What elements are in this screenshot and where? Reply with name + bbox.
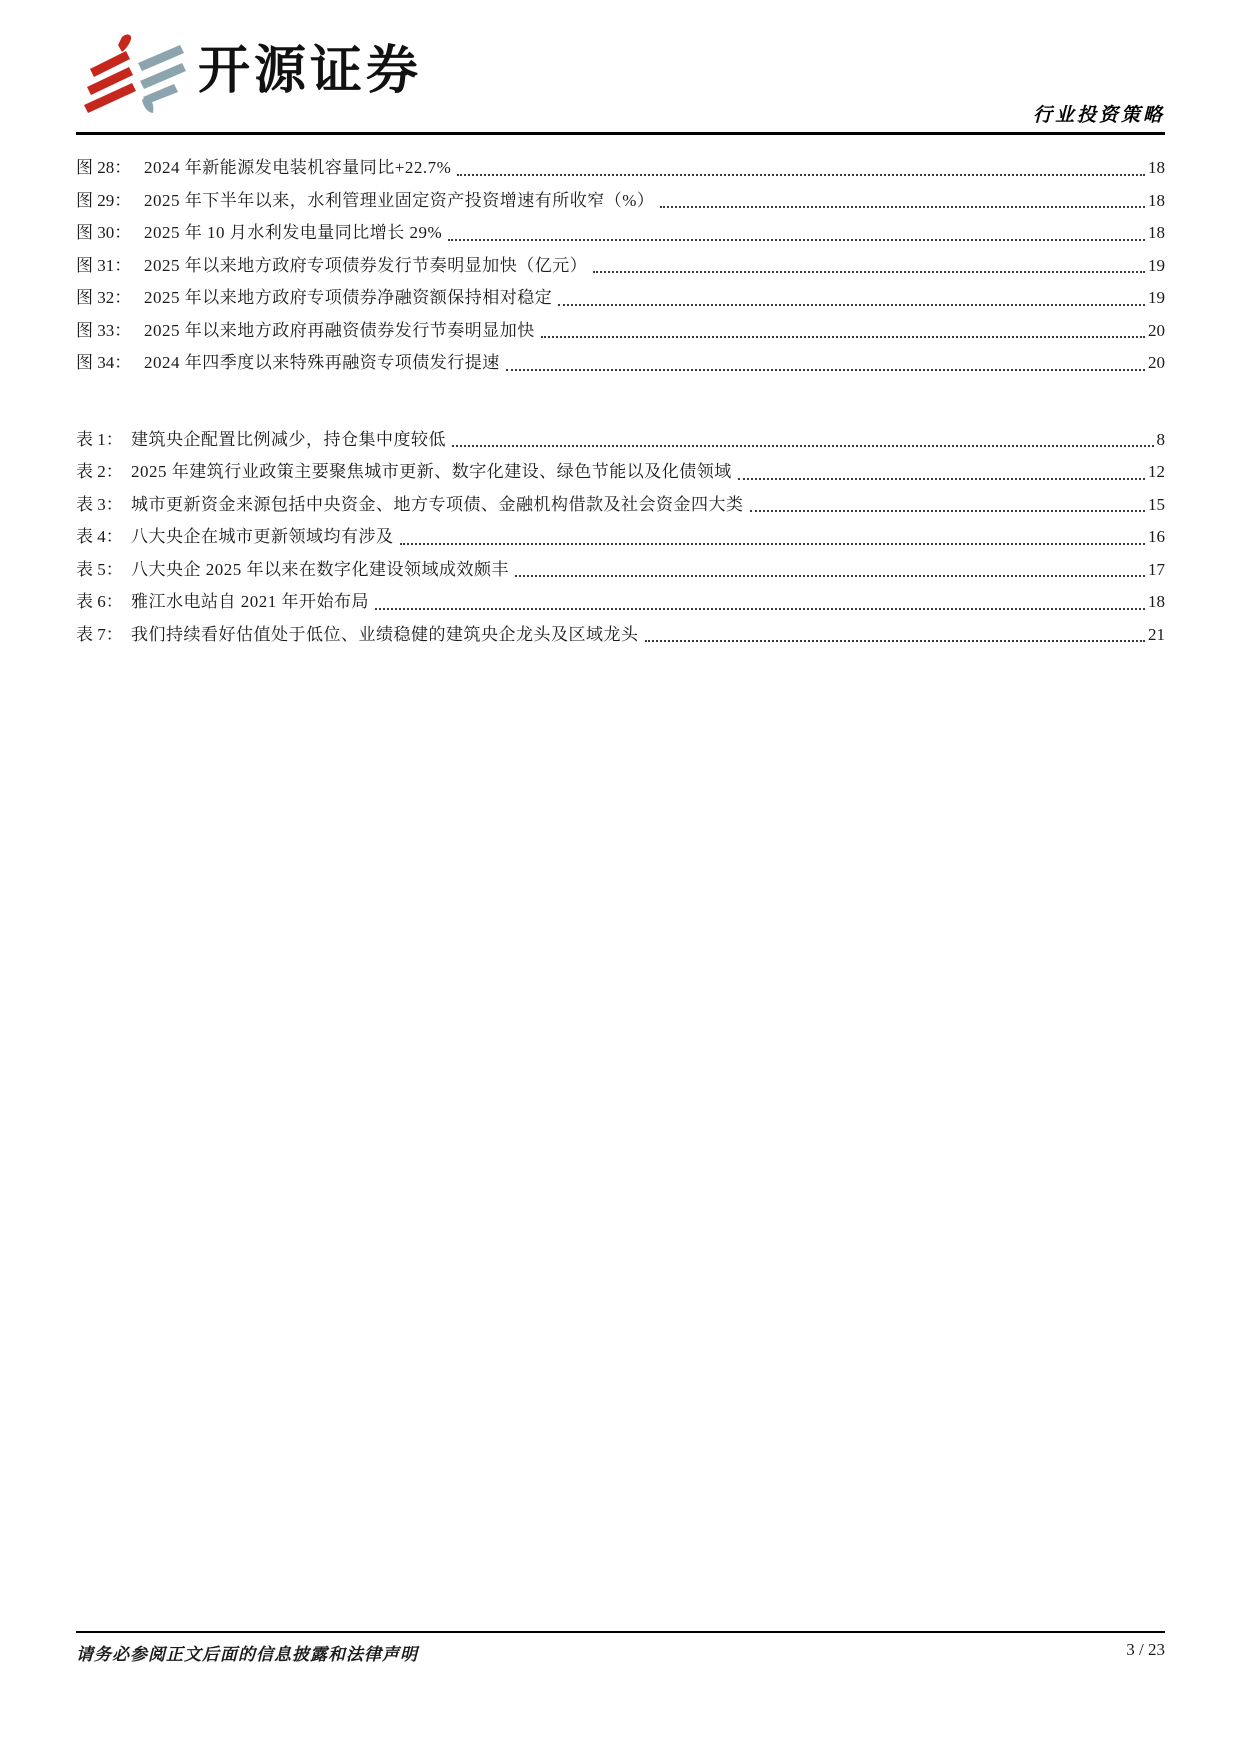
toc-entry-label: 表 6： [76,592,123,612]
report-type-label: 行业投资策略 [1032,105,1165,126]
toc-entry-title: 城市更新资金来源包括中央资金、地方专项债、金融机构借款及社会资金四大类 [131,494,744,514]
toc-table-row [76,483,1165,516]
toc-entry-page-number: 15 [1148,494,1165,514]
toc-entry-page-number: 18 [1148,223,1165,243]
toc-entry-label: 表 1： [76,429,123,449]
dotted-leader [593,271,1145,273]
dotted-leader [457,174,1145,176]
toc-entry-page-number: 8 [1156,429,1165,449]
toc-table-row [76,450,1165,483]
toc-entry-title: 2025 年下半年以来，水利管理业固定资产投资增速有所收窄（%） [144,190,655,210]
toc-table-row [76,613,1165,646]
toc-figure-row [76,276,1165,309]
toc-entry-label: 图 34： [76,353,132,373]
toc-entry-page-number: 12 [1148,462,1165,482]
dotted-leader [738,478,1145,480]
tables-toc-list [76,418,1165,646]
toc-entry-title: 2025 年 10 月水利发电量同比增长 29% [144,223,443,243]
toc-figure-row [76,309,1165,342]
toc-entry-title: 八大央企在城市更新领域均有涉及 [131,527,394,547]
toc-entry-title: 2024 年四季度以来特殊再融资专项债发行提速 [144,353,500,373]
kaiyuan-logo-icon [76,34,188,114]
toc-entry-title: 2024 年新能源发电装机容量同比+22.7% [144,158,452,178]
header-divider [76,132,1165,135]
dotted-leader [750,510,1146,512]
toc-figure-row [76,341,1165,374]
toc-entry-title: 八大央企 2025 年以来在数字化建设领域成效颇丰 [131,559,509,579]
dotted-leader [506,369,1145,371]
toc-entry-page-number: 18 [1148,592,1165,612]
toc-entry-label: 图 29： [76,190,132,210]
toc-figure-row [76,146,1165,179]
toc-table-row [76,548,1165,581]
toc-entry-label: 图 30： [76,223,132,243]
toc-entry-title: 雅江水电站自 2021 年开始布局 [131,592,369,612]
toc-entry-page-number: 16 [1148,527,1165,547]
figures-toc-list [76,146,1165,374]
toc-entry-page-number: 20 [1148,353,1165,373]
toc-table-row [76,515,1165,548]
dotted-leader [515,575,1145,577]
toc-entry-title: 2025 年建筑行业政策主要聚焦城市更新、数字化建设、绿色节能以及化债领域 [131,462,732,482]
toc-entry-title: 2025 年以来地方政府专项债券发行节奏明显加快（亿元） [144,255,588,275]
dotted-leader [660,206,1145,208]
dotted-leader [452,445,1154,447]
toc-entry-page-number: 21 [1148,624,1165,644]
toc-entry-title: 我们持续看好估值处于低位、业绩稳健的建筑央企龙头及区域龙头 [131,624,639,644]
toc-entry-title: 建筑央企配置比例减少，持仓集中度较低 [131,429,446,449]
footer-disclaimer: 请务必参阅正文后面的信息披露和法律声明 [76,1645,418,1664]
dotted-leader [448,239,1145,241]
toc-entry-title: 2025 年以来地方政府再融资债券发行节奏明显加快 [144,320,535,340]
toc-figure-row [76,211,1165,244]
dotted-leader [645,640,1146,642]
dotted-leader [558,304,1145,306]
dotted-leader [541,336,1145,338]
toc-entry-label: 图 28： [76,158,132,178]
toc-table-row [76,580,1165,613]
page-footer [76,1631,1165,1665]
toc-entry-label: 表 7： [76,624,123,644]
toc-entry-label: 表 3： [76,494,123,514]
toc-entry-page-number: 20 [1148,320,1165,340]
toc-entry-page-number: 18 [1148,158,1165,178]
toc-entry-page-number: 18 [1148,190,1165,210]
toc-entry-label: 表 2： [76,462,123,482]
toc-entry-label: 表 5： [76,559,123,579]
page-number-indicator: 3 / 23 [1126,1640,1165,1659]
toc-entry-title: 2025 年以来地方政府专项债券净融资额保持相对稳定 [144,288,553,308]
dotted-leader [400,543,1146,545]
toc-figure-row [76,179,1165,212]
toc-entry-page-number: 19 [1148,255,1165,275]
toc-figure-row [76,244,1165,277]
toc-entry-label: 表 4： [76,527,123,547]
toc-entry-page-number: 17 [1148,559,1165,579]
toc-entry-label: 图 33： [76,320,132,340]
toc-entry-label: 图 32： [76,288,132,308]
toc-entry-page-number: 19 [1148,288,1165,308]
toc-table-row [76,418,1165,451]
toc-entry-label: 图 31： [76,255,132,275]
dotted-leader [375,608,1145,610]
logo-wordmark: 开源证券 [198,41,423,101]
